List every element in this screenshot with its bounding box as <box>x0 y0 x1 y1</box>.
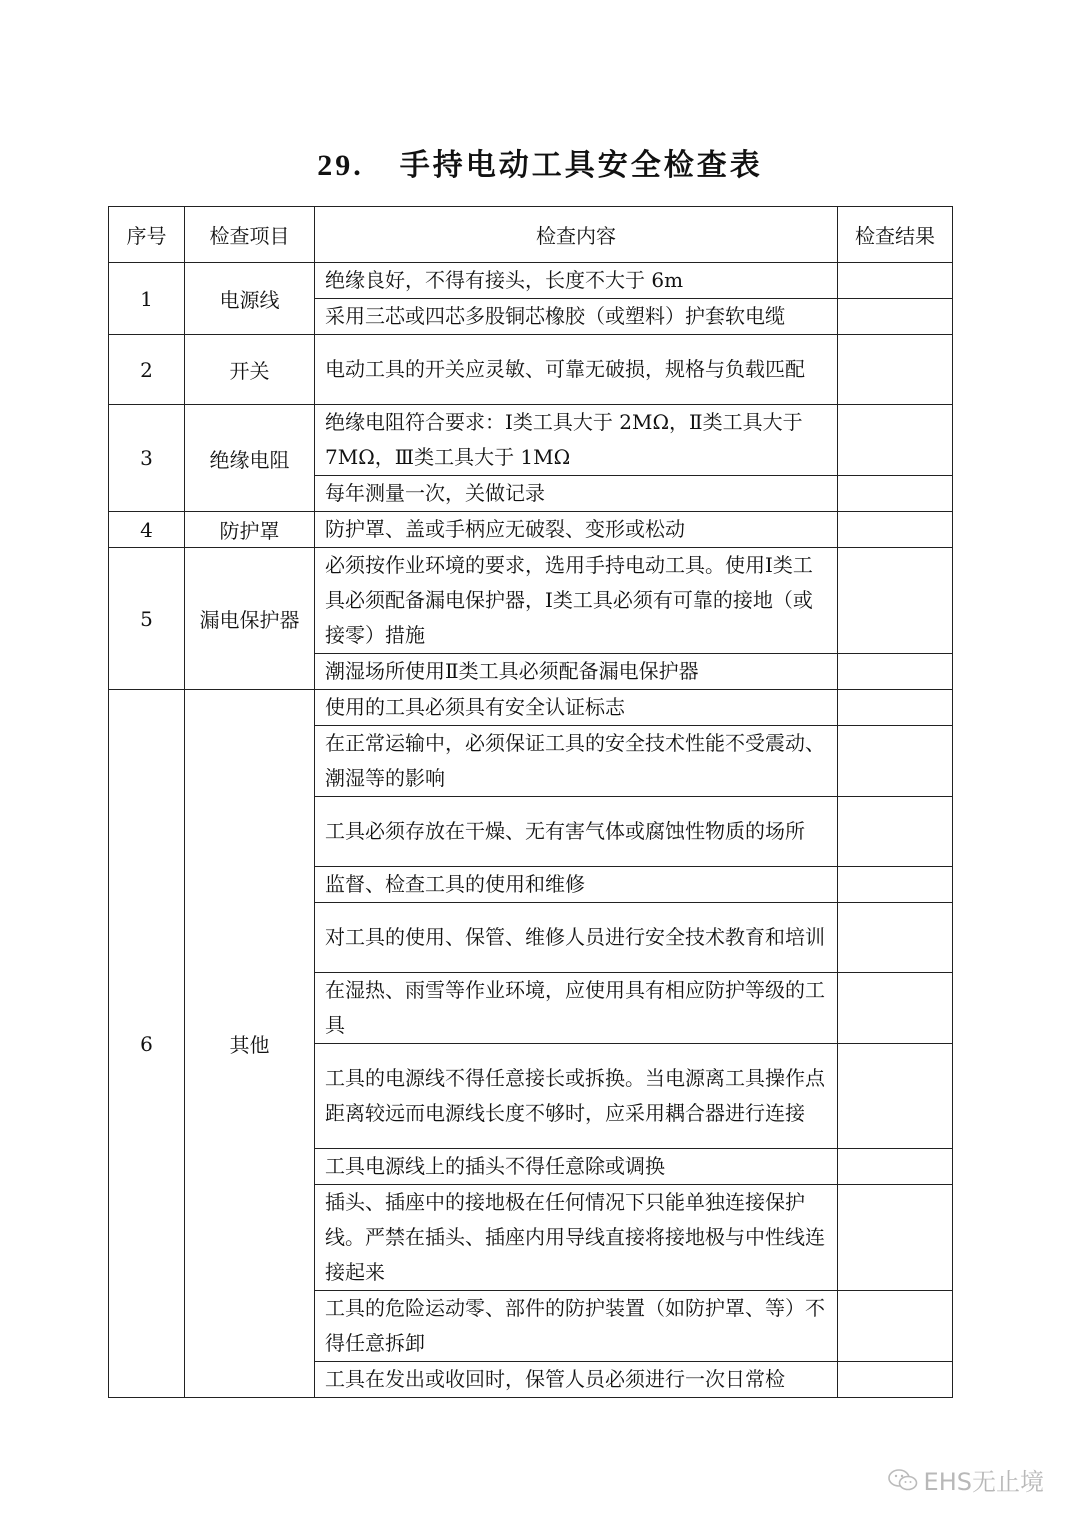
check-content: 工具电源线上的插头不得任意除或调换 <box>315 1149 838 1185</box>
check-result-cell[interactable] <box>838 867 953 903</box>
row-number: 2 <box>109 335 185 405</box>
check-result-cell[interactable] <box>838 690 953 726</box>
table-row <box>109 263 953 299</box>
check-content: 监督、检查工具的使用和维修 <box>315 867 838 903</box>
inspection-table <box>108 206 953 1398</box>
check-result-cell[interactable] <box>838 476 953 512</box>
row-number: 1 <box>109 263 185 335</box>
check-content: 电动工具的开关应灵敏、可靠无破损，规格与负载匹配 <box>315 335 838 405</box>
page-title <box>0 140 1080 184</box>
check-content: 绝缘电阻符合要求：Ⅰ类工具大于 2MΩ，Ⅱ类工具大于 7MΩ，Ⅲ类工具大于 1MΩ <box>315 405 838 476</box>
table-row <box>109 548 953 654</box>
table-row <box>109 690 953 726</box>
check-content: 工具在发出或收回时，保管人员必须进行一次日常检 <box>315 1362 838 1398</box>
check-item: 绝缘电阻 <box>185 405 315 512</box>
check-content: 工具的电源线不得任意接长或拆换。当电源离工具操作点距离较远而电源线长度不够时，应采用耦合器进行连接 <box>315 1044 838 1149</box>
watermark-text: EHS无止境 <box>923 1468 1044 1496</box>
watermark <box>888 1462 1044 1497</box>
table-row <box>109 512 953 548</box>
check-result-cell[interactable] <box>838 726 953 797</box>
check-content: 插头、插座中的接地极在任何情况下只能单独连接保护线。严禁在插头、插座内用导线直接将接地极与中性线连接起来 <box>315 1185 838 1291</box>
header-content: 检查内容 <box>315 207 838 263</box>
check-result-cell[interactable] <box>838 405 953 476</box>
check-item: 其他 <box>185 690 315 1398</box>
check-content: 在正常运输中，必须保证工具的安全技术性能不受震动、潮湿等的影响 <box>315 726 838 797</box>
check-result-cell[interactable] <box>838 1185 953 1291</box>
check-result-cell[interactable] <box>838 1291 953 1362</box>
check-content: 工具必须存放在干燥、无有害气体或腐蚀性物质的场所 <box>315 797 838 867</box>
check-result-cell[interactable] <box>838 1149 953 1185</box>
title-number: 29. <box>317 149 364 182</box>
check-content: 潮湿场所使用Ⅱ类工具必须配备漏电保护器 <box>315 654 838 690</box>
check-result-cell[interactable] <box>838 654 953 690</box>
check-result-cell[interactable] <box>838 512 953 548</box>
header-no: 序号 <box>109 207 185 263</box>
title-text: 手持电动工具安全检查表 <box>399 148 763 183</box>
check-item: 防护罩 <box>185 512 315 548</box>
table-row <box>109 335 953 405</box>
row-number: 5 <box>109 548 185 690</box>
check-result-cell[interactable] <box>838 903 953 973</box>
check-result-cell[interactable] <box>838 263 953 299</box>
check-result-cell[interactable] <box>838 973 953 1044</box>
check-result-cell[interactable] <box>838 1044 953 1149</box>
check-content: 每年测量一次，关做记录 <box>315 476 838 512</box>
check-content: 工具的危险运动零、部件的防护装置（如防护罩、等）不得任意拆卸 <box>315 1291 838 1362</box>
check-content: 必须按作业环境的要求，选用手持电动工具。使用Ⅰ类工具必须配备漏电保护器，Ⅰ类工具必须有可靠的接地（或接零）措施 <box>315 548 838 654</box>
check-content: 绝缘良好，不得有接头，长度不大于 6m <box>315 263 838 299</box>
check-result-cell[interactable] <box>838 797 953 867</box>
header-result: 检查结果 <box>838 207 953 263</box>
check-result-cell[interactable] <box>838 299 953 335</box>
table-row <box>109 405 953 476</box>
row-number: 6 <box>109 690 185 1398</box>
check-item: 电源线 <box>185 263 315 335</box>
check-item: 开关 <box>185 335 315 405</box>
wechat-icon <box>888 1468 918 1492</box>
row-number: 4 <box>109 512 185 548</box>
header-item: 检查项目 <box>185 207 315 263</box>
table-header-row <box>109 207 953 263</box>
check-result-cell[interactable] <box>838 1362 953 1398</box>
check-result-cell[interactable] <box>838 548 953 654</box>
check-content: 对工具的使用、保管、维修人员进行安全技术教育和培训 <box>315 903 838 973</box>
check-item: 漏电保护器 <box>185 548 315 690</box>
check-result-cell[interactable] <box>838 335 953 405</box>
check-content: 在湿热、雨雪等作业环境，应使用具有相应防护等级的工具 <box>315 973 838 1044</box>
check-content: 采用三芯或四芯多股铜芯橡胶（或塑料）护套软电缆 <box>315 299 838 335</box>
check-content: 使用的工具必须具有安全认证标志 <box>315 690 838 726</box>
row-number: 3 <box>109 405 185 512</box>
check-content: 防护罩、盖或手柄应无破裂、变形或松动 <box>315 512 838 548</box>
